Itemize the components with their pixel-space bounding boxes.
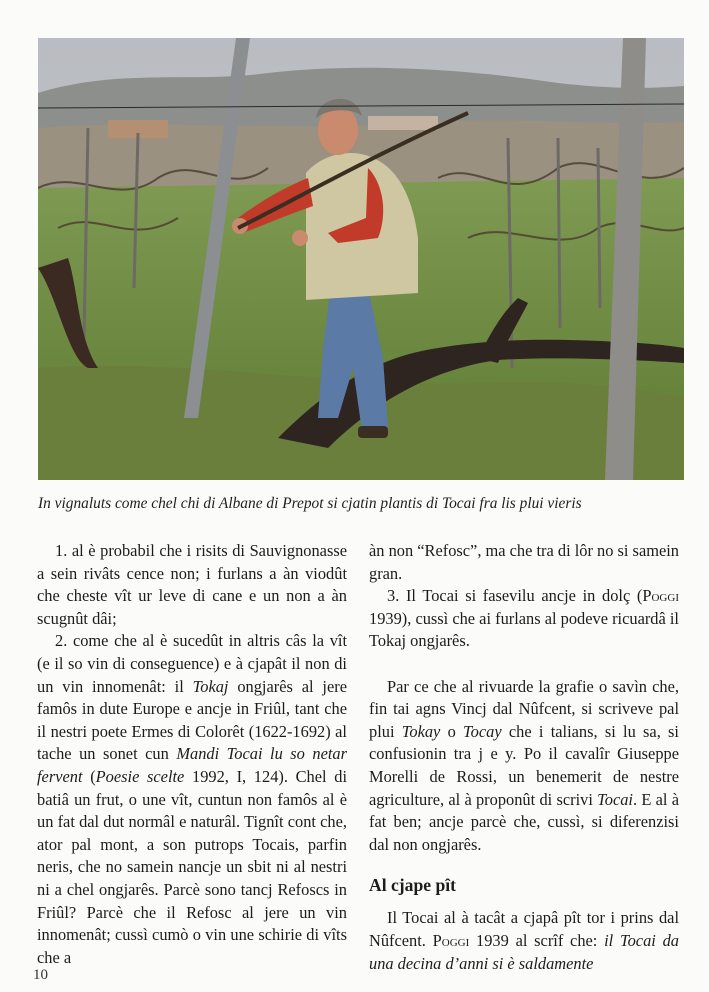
- text-column-left: [37, 540, 347, 969]
- paragraph-continued: àn non “Refosc”, ma che tra di lôr no si samein gran.: [369, 541, 679, 583]
- paragraph-3: 3. Il Tocai si fasevilu ancje in dolç (Poggi 1939), cussì che ai furlans al podeve ricuardâ il Tokaj ongjarês.: [369, 586, 679, 651]
- vineyard-photo: [38, 38, 684, 480]
- section-heading: Al cjape pît: [369, 875, 456, 896]
- page-number: 10: [33, 967, 48, 983]
- paragraph-2: 2. come che al è sucedût in altris câs la vît (e il so vin di conseguence) e à cjapât il non di un vin innomenât: il Tokaj ongjarês al jere famôs in dute Europe e ancje in Friûl, tant che il nestri poete Ermes di Colorêt (1622-1692) al tache un sonet cun Mandi Tocai lu so netar fervent (Poesie scelte 1992, I, 124). Chel di batiâ un frut, o une vît, cuntun non famôs al è un fat dal dut normâl e naturâl. Tignît cont che, ator pal mont, a son putrops Tocais, parfin neris, che no samein nancje un sbit ni al nestri ni a chel ongjarês. Parcè sono tancj Refoscs in Friûl? Parcè che il Refosc al jere un vin innomenât; cussì cumò o vin une schirie di vîts che a: [37, 631, 347, 967]
- paragraph-1: 1. al è probabil che i risits di Sauvignonasse a sein rivâts cence non; i furlans a àn viodût che cheste vît ur leve di cane e un non a àn scugnût dâi;: [37, 541, 347, 628]
- paragraph-cjape-pit: Il Tocai al à tacât a cjapâ pît tor i prins dal Nûfcent. Poggi 1939 al scrîf che: il Tocai da una decina d’anni si è saldamente: [369, 908, 679, 973]
- vineyard-illustration: [38, 38, 684, 480]
- text-column-right: [369, 540, 679, 975]
- paragraph-grafie: Par ce che al rivuarde la grafie o savìn che, fin tai agns Vincj dal Nûfcent, si scriveve pal plui Tokay o Tocay che i talians, si lu sa, si confusionin tra j e y. Po il cavalîr Giuseppe Morelli de Rossi, un benemerit de nestre agriculture, al à proponût di scrivi Tocai. E al à fat ben; ancje parcè che, cussì, si diferenzisi dal non ongjarês.: [369, 676, 679, 854]
- photo-caption: In vignaluts come chel chi di Albane di Prepot si cjatin plantis di Tocai fra lis plui vieris: [38, 495, 582, 512]
